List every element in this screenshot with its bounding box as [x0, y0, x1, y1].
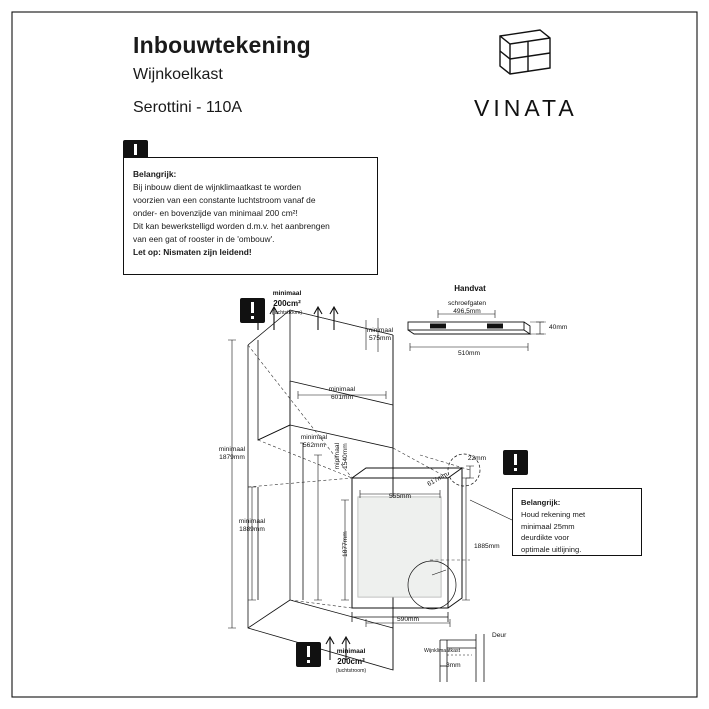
- inner-height-label: minimaal: [333, 442, 341, 470]
- brand-logo-text: VINATA: [474, 95, 578, 121]
- page-title: Inbouwtekening: [133, 32, 311, 58]
- detail-part-label: Wijnklimaatkast: [424, 648, 461, 654]
- note-line-5: van een gat of rooster in de 'ombouw'.: [133, 234, 275, 245]
- door-width-dim: 555mm: [389, 493, 411, 500]
- note-line-4: Dit kan bewerkstelligd worden d.m.v. het aanbrengen: [133, 221, 330, 232]
- handle-width-dim: 510mm: [458, 350, 480, 357]
- top-vent-label: minimaal: [272, 290, 302, 297]
- depth-small-dim: 617mm: [426, 471, 450, 488]
- top-vent-sub: (luchtstroom): [271, 310, 303, 316]
- warning-icon-side: [503, 450, 528, 475]
- door-height-dim: 1877mm: [341, 531, 349, 557]
- side-note-line-1: Houd rekening met: [521, 509, 586, 519]
- note-footer: Let op: Nismaten zijn leidend!: [133, 247, 252, 258]
- handle-screw-dim: 496,5mm: [453, 308, 481, 315]
- outer-height-label: minimaal: [218, 446, 246, 453]
- bottom-vent-sub: (luchtstroom): [335, 668, 367, 674]
- note-line-3: onder- en bovenzijde van minimaal 200 cm²!: [133, 208, 298, 219]
- top-vent-value: 200cm²: [273, 299, 301, 308]
- detail-gap-value: 3mm: [446, 662, 461, 669]
- gap-top-dim: 22mm: [467, 455, 487, 462]
- lower-height-label: minimaal: [238, 518, 266, 525]
- handle-thickness-dim: 40mm: [549, 324, 568, 331]
- top-depth-value: 575mm: [369, 335, 391, 342]
- side-note-line-4: optimale uitlijning.: [521, 545, 582, 555]
- handle-screw-label: schroefgaten: [447, 300, 487, 307]
- niche-width-label: minimaal: [328, 386, 356, 393]
- inner-width-value: 562mm: [303, 442, 325, 449]
- note-line-1: Bij inbouw dient de wijnklimaatkast te worden: [133, 182, 302, 193]
- note-lead: Belangrijk:: [133, 169, 177, 179]
- important-note-main: [123, 157, 378, 275]
- inner-height-value: 1540mm: [341, 443, 349, 469]
- total-height-dim: 1885mm: [474, 543, 500, 550]
- top-depth-label: minimaal: [366, 327, 394, 334]
- model-name: Serottini - 110A: [133, 99, 243, 116]
- page-subtitle: Wijnkoelkast: [133, 66, 223, 83]
- bottom-vent-value: 200cm²: [337, 657, 365, 666]
- lower-height-value: 1889mm: [239, 526, 265, 533]
- note-line-2: voorzien van een constante luchtstroom vanaf de: [133, 195, 316, 206]
- important-note-side: [512, 488, 642, 556]
- side-note-line-2: minimaal 25mm: [521, 521, 575, 531]
- bottom-vent-label: minimaal: [336, 648, 366, 655]
- inner-width-label: minimaal: [300, 434, 328, 441]
- niche-width-value: 601mm: [331, 394, 353, 401]
- outer-height-value: 1879mm: [219, 454, 245, 461]
- side-note-lead: Belangrijk:: [521, 498, 561, 507]
- handle-title: Handvat: [454, 284, 486, 293]
- side-note-line-3: deurdikte voor: [521, 533, 570, 543]
- base-width-dim: 590mm: [397, 616, 419, 623]
- detail-door-label: Deur: [492, 632, 507, 639]
- warning-icon-bottom: [296, 642, 321, 667]
